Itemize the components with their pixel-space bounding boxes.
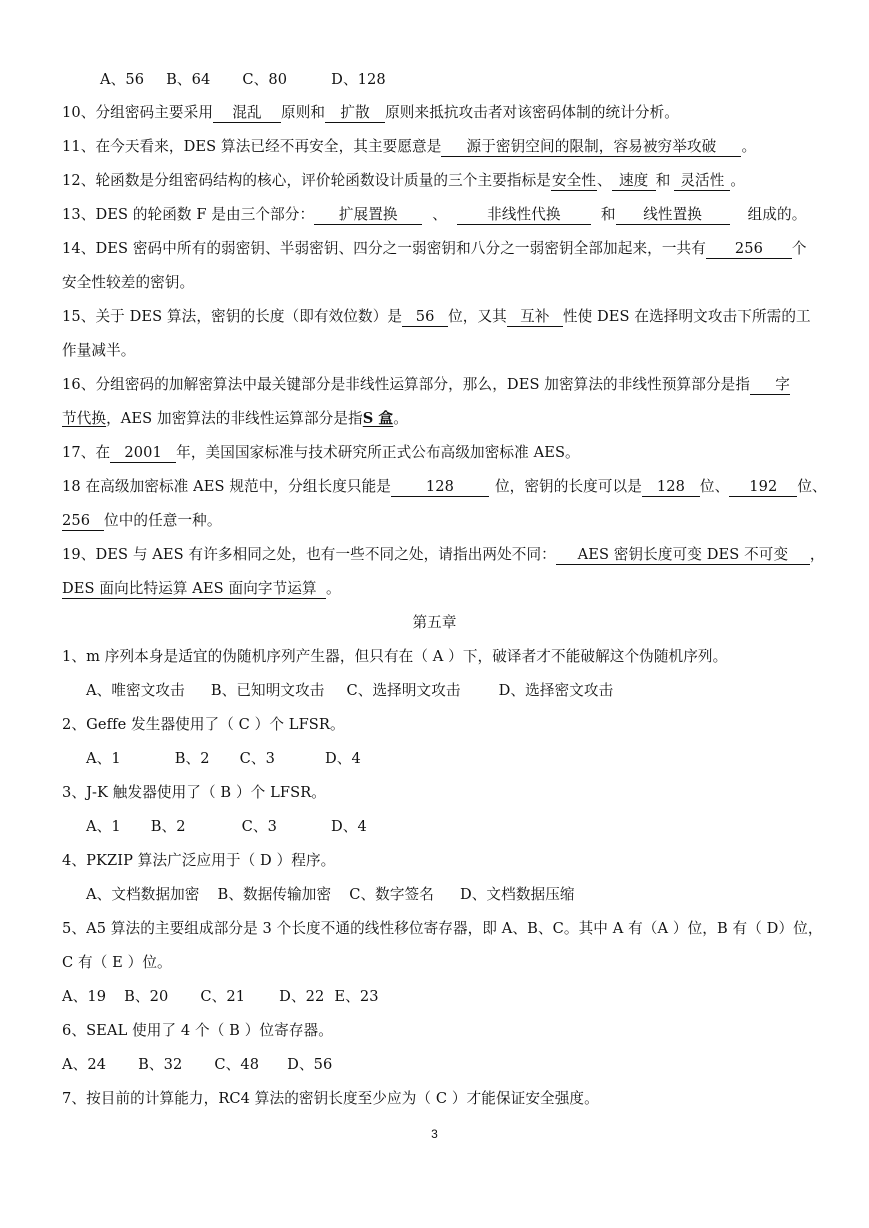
q9-options	[100, 70, 809, 90]
option: B、32	[138, 1056, 183, 1073]
c5-question-4-options	[86, 885, 809, 905]
answer-blank: 线性置换	[616, 206, 730, 225]
question-16: 16、分组密码的加解密算法中最关键部分是非线性运算部分，那么，DES 加密算法的非线性预算部分是指 字	[62, 376, 790, 393]
answer-blank: 节代换	[62, 410, 107, 427]
option: D、56	[287, 1056, 333, 1073]
c5-question-6: 6、SEAL 使用了 4 个（ B ）位寄存器。	[62, 1022, 333, 1039]
question-19-line2: DES 面向比特运算 AES 面向字节运算 。	[62, 580, 341, 597]
question-19: 19、DES 与 AES 有许多相同之处，也有一些不同之处，请指出两处不同： AES 密钥长度可变 DES 不可变 ，	[62, 546, 825, 563]
c5-question-5: 5、A5 算法的主要组成部分是 3 个长度不通的线性移位寄存器，即 A、B、C。其中 A 有（A ）位，B 有（ D）位，	[62, 920, 823, 937]
answer-blank: 源于密钥空间的限制，容易被穷举攻破	[441, 138, 741, 157]
option: B、数据传输加密	[217, 886, 332, 903]
question-14: 14、DES 密码中所有的弱密钥、半弱密钥、四分之一弱密钥和八分之一弱密钥全部加起来，一共有 256 个	[62, 240, 807, 257]
answer-blank: 2001	[110, 444, 176, 463]
c5-question-2: 2、Geffe 发生器使用了（ C ）个 LFSR。	[62, 716, 345, 733]
question-13: 13、DES 的轮函数 F 是由三个部分： 扩展置换 、 非线性代换 和 线性置换 组成的。	[62, 206, 807, 223]
question-11: 11、在今天看来，DES 算法已经不再安全，其主要愿意是 源于密钥空间的限制，容易被穷举攻破 。	[62, 138, 757, 155]
question-10: 10、分组密码主要采用 混乱 原则和 扩散 原则来抵抗攻击者对该密码体制的统计分析。	[62, 104, 679, 121]
option: E、23	[334, 988, 379, 1005]
question-16-line2: 节代换，AES 加密算法的非线性运算部分是指S 盒。	[62, 410, 408, 427]
answer-blank: 互补	[507, 308, 563, 327]
page-number: 3	[431, 1127, 438, 1141]
option: B、64	[166, 71, 211, 88]
option: A、1	[86, 750, 121, 767]
c5-question-5-options	[62, 987, 809, 1007]
answer-blank: 混乱	[213, 104, 281, 123]
answer-blank: AES 密钥长度可变 DES 不可变	[556, 546, 810, 565]
answer-blank: 速度	[612, 172, 656, 191]
option: C、21	[200, 988, 246, 1005]
answer-blank: 192	[729, 478, 797, 497]
option: C、3	[239, 750, 275, 767]
answer-blank: 扩展置换	[314, 206, 422, 225]
option: C、3	[241, 818, 277, 835]
answer-blank: 字	[750, 376, 790, 395]
option: A、19	[62, 988, 107, 1005]
answer-blank: S 盒	[362, 410, 394, 427]
c5-question-1: 1、m 序列本身是适宜的伪随机序列产生器，但只有在（ A ）下，破译者才不能破解这个伪随机序列。	[62, 648, 728, 665]
c5-question-3-options	[86, 817, 809, 837]
answer-blank: 非线性代换	[457, 206, 591, 225]
answer-blank: DES 面向比特运算 AES 面向字节运算	[62, 580, 326, 599]
option: C、数字签名	[349, 886, 434, 903]
answer-blank: 扩散	[325, 104, 385, 123]
option: C、48	[214, 1056, 260, 1073]
option: A、1	[86, 818, 121, 835]
question-17: 17、在 2001 年，美国国家标准与技术研究所正式公布高级加密标准 AES。	[62, 444, 580, 461]
option: D、128	[331, 71, 386, 88]
option: D、文档数据压缩	[459, 886, 575, 903]
option: D、4	[330, 818, 367, 835]
question-18: 18 在高级加密标准 AES 规范中，分组长度只能是 128 位，密钥的长度可以是 128 位、 192 位、	[62, 478, 827, 495]
answer-blank: 56	[402, 308, 448, 327]
answer-blank: 128	[391, 478, 489, 497]
option: B、20	[124, 988, 169, 1005]
option: D、22	[279, 988, 325, 1005]
answer-blank: 安全性	[551, 172, 597, 189]
c5-question-2-options	[86, 749, 809, 769]
answer-blank: 256	[706, 240, 792, 259]
option: A、唯密文攻击	[86, 682, 185, 699]
option: D、选择密文攻击	[498, 682, 614, 699]
question-15: 15、关于 DES 算法，密钥的长度（即有效位数）是 56 位，又其 互补 性使 DES 在选择明文攻击下所需的工	[62, 308, 811, 325]
option: B、2	[150, 818, 186, 835]
answer-blank: 128	[642, 478, 700, 497]
c5-question-1-options	[86, 681, 809, 701]
question-15-line2: 作量减半。	[62, 342, 136, 359]
c5-question-6-options	[62, 1055, 809, 1075]
option: B、已知明文攻击	[210, 682, 325, 699]
c5-question-3: 3、J-K 触发器使用了（ B ）个 LFSR。	[62, 784, 326, 801]
question-12: 12、轮函数是分组密码结构的核心，评价轮函数设计质量的三个主要指标是安全性、 速度 和 灵活性 。	[62, 172, 746, 189]
c5-question-5-line2: C 有（ E ）位。	[62, 954, 172, 971]
answer-blank: 256	[62, 512, 104, 531]
answer-blank: 灵活性	[674, 172, 730, 191]
option: C、选择明文攻击	[346, 682, 461, 699]
question-18-line2: 256 位中的任意一种。	[62, 512, 222, 529]
c5-question-7: 7、按目前的计算能力，RC4 算法的密钥长度至少应为（ C ）才能保证安全强度。	[62, 1090, 599, 1107]
option: A、文档数据加密	[86, 886, 200, 903]
chapter-title: 第五章	[412, 614, 457, 631]
c5-question-4: 4、PKZIP 算法广泛应用于（ D ）程序。	[62, 852, 336, 869]
option: B、2	[174, 750, 210, 767]
option: A、56	[100, 71, 145, 88]
option: D、4	[324, 750, 361, 767]
question-14-line2: 安全性较差的密钥。	[62, 274, 195, 291]
option: C、80	[242, 71, 288, 88]
option: A、24	[62, 1056, 107, 1073]
